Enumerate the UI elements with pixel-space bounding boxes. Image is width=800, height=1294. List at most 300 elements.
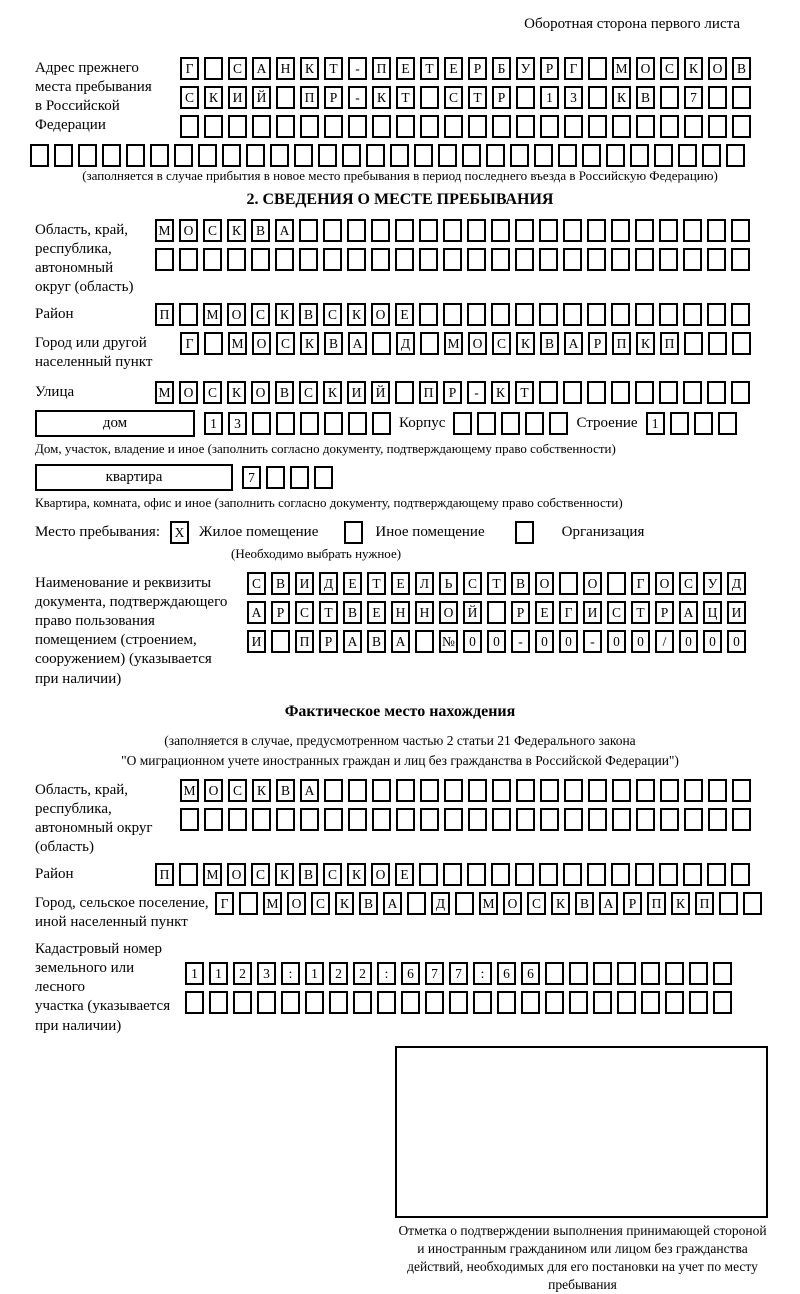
char-cell[interactable]: К — [551, 892, 570, 915]
char-cell[interactable]: П — [155, 303, 174, 326]
char-cell[interactable]: В — [276, 779, 295, 802]
char-cell[interactable]: 7 — [684, 86, 703, 109]
char-cell[interactable]: Т — [631, 601, 650, 624]
char-cell[interactable]: 0 — [535, 630, 554, 653]
char-cell[interactable] — [443, 219, 462, 242]
char-cell[interactable] — [487, 601, 506, 624]
char-cell[interactable]: В — [367, 630, 386, 653]
char-cell[interactable] — [713, 962, 732, 985]
char-cell[interactable] — [449, 991, 468, 1014]
char-cell[interactable]: Р — [443, 381, 462, 404]
char-cell[interactable] — [455, 892, 474, 915]
char-cell[interactable] — [443, 303, 462, 326]
char-cell[interactable]: 6 — [521, 962, 540, 985]
char-cell[interactable] — [707, 303, 726, 326]
char-cell[interactable]: О — [535, 572, 554, 595]
char-cell[interactable]: А — [348, 332, 367, 355]
char-cell[interactable] — [559, 572, 578, 595]
char-cell[interactable] — [348, 412, 367, 435]
char-cell[interactable] — [617, 991, 636, 1014]
char-cell[interactable]: - — [467, 381, 486, 404]
char-cell[interactable] — [30, 144, 49, 167]
char-cell[interactable]: С — [251, 863, 270, 886]
char-cell[interactable] — [732, 808, 751, 831]
char-cell[interactable]: Д — [431, 892, 450, 915]
char-cell[interactable] — [707, 381, 726, 404]
char-cell[interactable]: В — [511, 572, 530, 595]
char-cell[interactable] — [684, 808, 703, 831]
char-cell[interactable]: С — [311, 892, 330, 915]
char-cell[interactable]: О — [503, 892, 522, 915]
char-cell[interactable] — [395, 219, 414, 242]
char-cell[interactable] — [660, 86, 679, 109]
char-cell[interactable]: Г — [631, 572, 650, 595]
char-cell[interactable] — [353, 991, 372, 1014]
char-cell[interactable]: О — [287, 892, 306, 915]
checkbox-organization[interactable] — [515, 521, 534, 544]
char-cell[interactable]: 0 — [727, 630, 746, 653]
char-cell[interactable]: С — [607, 601, 626, 624]
char-cell[interactable] — [251, 248, 270, 271]
char-cell[interactable] — [636, 779, 655, 802]
char-cell[interactable]: / — [655, 630, 674, 653]
char-cell[interactable]: В — [324, 332, 343, 355]
char-cell[interactable]: Г — [564, 57, 583, 80]
char-cell[interactable]: 2 — [353, 962, 372, 985]
char-cell[interactable] — [477, 412, 496, 435]
char-cell[interactable] — [420, 86, 439, 109]
char-cell[interactable] — [491, 863, 510, 886]
char-cell[interactable] — [611, 381, 630, 404]
char-cell[interactable] — [473, 991, 492, 1014]
char-cell[interactable] — [521, 991, 540, 1014]
char-cell[interactable] — [270, 144, 289, 167]
char-cell[interactable] — [102, 144, 121, 167]
char-cell[interactable] — [660, 779, 679, 802]
char-cell[interactable]: Г — [559, 601, 578, 624]
char-cell[interactable] — [366, 144, 385, 167]
char-cell[interactable] — [492, 779, 511, 802]
char-cell[interactable] — [515, 863, 534, 886]
char-cell[interactable] — [209, 991, 228, 1014]
char-cell[interactable]: Р — [271, 601, 290, 624]
char-cell[interactable]: Й — [252, 86, 271, 109]
char-cell[interactable] — [708, 779, 727, 802]
char-cell[interactable] — [659, 219, 678, 242]
char-cell[interactable] — [539, 381, 558, 404]
char-cell[interactable] — [611, 248, 630, 271]
char-cell[interactable]: С — [323, 303, 342, 326]
char-cell[interactable] — [545, 962, 564, 985]
char-cell[interactable] — [726, 144, 745, 167]
char-cell[interactable]: М — [479, 892, 498, 915]
char-cell[interactable] — [467, 248, 486, 271]
char-cell[interactable] — [689, 962, 708, 985]
char-cell[interactable]: 1 — [185, 962, 204, 985]
char-cell[interactable]: С — [247, 572, 266, 595]
char-cell[interactable] — [276, 86, 295, 109]
char-cell[interactable] — [587, 381, 606, 404]
char-cell[interactable] — [324, 115, 343, 138]
char-cell[interactable] — [299, 248, 318, 271]
char-cell[interactable] — [372, 332, 391, 355]
char-cell[interactable] — [318, 144, 337, 167]
char-cell[interactable] — [670, 412, 689, 435]
char-cell[interactable]: Г — [180, 57, 199, 80]
char-cell[interactable]: Н — [276, 57, 295, 80]
char-cell[interactable]: А — [275, 219, 294, 242]
char-cell[interactable] — [718, 412, 737, 435]
char-cell[interactable] — [719, 892, 738, 915]
char-cell[interactable]: М — [155, 219, 174, 242]
char-cell[interactable] — [54, 144, 73, 167]
char-cell[interactable]: Е — [343, 572, 362, 595]
char-cell[interactable] — [425, 991, 444, 1014]
char-cell[interactable] — [420, 115, 439, 138]
char-cell[interactable] — [419, 863, 438, 886]
char-cell[interactable]: О — [227, 863, 246, 886]
char-cell[interactable] — [641, 962, 660, 985]
char-cell[interactable]: О — [655, 572, 674, 595]
char-cell[interactable]: М — [180, 779, 199, 802]
char-cell[interactable] — [491, 303, 510, 326]
char-cell[interactable]: К — [323, 381, 342, 404]
char-cell[interactable] — [420, 332, 439, 355]
char-cell[interactable]: 1 — [646, 412, 665, 435]
char-cell[interactable] — [486, 144, 505, 167]
char-cell[interactable]: К — [204, 86, 223, 109]
char-cell[interactable]: - — [583, 630, 602, 653]
char-cell[interactable] — [683, 381, 702, 404]
char-cell[interactable]: 0 — [559, 630, 578, 653]
char-cell[interactable]: Р — [540, 57, 559, 80]
char-cell[interactable] — [204, 57, 223, 80]
char-cell[interactable]: С — [203, 219, 222, 242]
char-cell[interactable]: 1 — [204, 412, 223, 435]
char-cell[interactable] — [731, 219, 750, 242]
char-cell[interactable]: В — [343, 601, 362, 624]
char-cell[interactable]: К — [671, 892, 690, 915]
char-cell[interactable]: Е — [444, 57, 463, 80]
char-cell[interactable]: В — [251, 219, 270, 242]
char-cell[interactable] — [348, 115, 367, 138]
char-cell[interactable]: К — [636, 332, 655, 355]
char-cell[interactable]: С — [660, 57, 679, 80]
char-cell[interactable] — [654, 144, 673, 167]
char-cell[interactable] — [420, 808, 439, 831]
char-cell[interactable] — [227, 248, 246, 271]
char-cell[interactable] — [395, 381, 414, 404]
char-cell[interactable] — [635, 248, 654, 271]
char-cell[interactable]: Т — [324, 57, 343, 80]
char-cell[interactable]: 3 — [257, 962, 276, 985]
char-cell[interactable]: 3 — [564, 86, 583, 109]
char-cell[interactable]: М — [203, 863, 222, 886]
char-cell[interactable] — [347, 248, 366, 271]
char-cell[interactable] — [348, 808, 367, 831]
char-cell[interactable]: 1 — [305, 962, 324, 985]
char-cell[interactable] — [635, 863, 654, 886]
char-cell[interactable] — [588, 86, 607, 109]
char-cell[interactable] — [419, 248, 438, 271]
char-cell[interactable]: И — [228, 86, 247, 109]
char-cell[interactable]: О — [252, 332, 271, 355]
char-cell[interactable]: И — [247, 630, 266, 653]
char-cell[interactable] — [607, 572, 626, 595]
char-cell[interactable]: К — [300, 332, 319, 355]
char-cell[interactable]: 0 — [703, 630, 722, 653]
char-cell[interactable] — [588, 57, 607, 80]
char-cell[interactable]: П — [612, 332, 631, 355]
char-cell[interactable]: 0 — [463, 630, 482, 653]
char-cell[interactable] — [78, 144, 97, 167]
char-cell[interactable]: С — [299, 381, 318, 404]
char-cell[interactable]: - — [511, 630, 530, 653]
char-cell[interactable] — [516, 86, 535, 109]
char-cell[interactable] — [641, 991, 660, 1014]
char-cell[interactable] — [588, 115, 607, 138]
char-cell[interactable]: С — [679, 572, 698, 595]
char-cell[interactable] — [228, 808, 247, 831]
char-cell[interactable] — [606, 144, 625, 167]
char-cell[interactable] — [203, 248, 222, 271]
char-cell[interactable]: Н — [415, 601, 434, 624]
char-cell[interactable] — [708, 86, 727, 109]
char-cell[interactable] — [516, 115, 535, 138]
char-cell[interactable] — [407, 892, 426, 915]
char-cell[interactable]: М — [444, 332, 463, 355]
char-cell[interactable] — [731, 863, 750, 886]
char-cell[interactable]: Р — [588, 332, 607, 355]
char-cell[interactable]: П — [647, 892, 666, 915]
char-cell[interactable]: Р — [623, 892, 642, 915]
char-cell[interactable]: О — [371, 863, 390, 886]
char-cell[interactable]: О — [227, 303, 246, 326]
char-cell[interactable] — [684, 332, 703, 355]
char-cell[interactable]: Р — [511, 601, 530, 624]
char-cell[interactable]: И — [347, 381, 366, 404]
char-cell[interactable] — [636, 808, 655, 831]
char-cell[interactable] — [587, 248, 606, 271]
char-cell[interactable] — [612, 808, 631, 831]
char-cell[interactable] — [300, 808, 319, 831]
char-cell[interactable]: Р — [324, 86, 343, 109]
char-cell[interactable]: П — [155, 863, 174, 886]
char-cell[interactable] — [582, 144, 601, 167]
char-cell[interactable]: К — [227, 219, 246, 242]
checkbox-residential[interactable]: X — [170, 521, 189, 544]
char-cell[interactable] — [587, 219, 606, 242]
char-cell[interactable] — [630, 144, 649, 167]
char-cell[interactable] — [126, 144, 145, 167]
char-cell[interactable] — [228, 115, 247, 138]
char-cell[interactable] — [239, 892, 258, 915]
char-cell[interactable] — [300, 412, 319, 435]
char-cell[interactable]: № — [439, 630, 458, 653]
char-cell[interactable] — [635, 303, 654, 326]
char-cell[interactable] — [515, 248, 534, 271]
char-cell[interactable] — [198, 144, 217, 167]
char-cell[interactable] — [539, 303, 558, 326]
char-cell[interactable] — [593, 991, 612, 1014]
char-cell[interactable] — [222, 144, 241, 167]
char-cell[interactable]: Н — [391, 601, 410, 624]
char-cell[interactable] — [271, 630, 290, 653]
char-cell[interactable] — [635, 219, 654, 242]
char-cell[interactable]: К — [372, 86, 391, 109]
char-cell[interactable] — [257, 991, 276, 1014]
char-cell[interactable] — [588, 808, 607, 831]
char-cell[interactable] — [540, 115, 559, 138]
char-cell[interactable]: О — [179, 219, 198, 242]
char-cell[interactable]: А — [564, 332, 583, 355]
char-cell[interactable]: 7 — [425, 962, 444, 985]
char-cell[interactable] — [246, 144, 265, 167]
char-cell[interactable] — [611, 863, 630, 886]
char-cell[interactable] — [539, 248, 558, 271]
char-cell[interactable] — [372, 808, 391, 831]
char-cell[interactable] — [179, 863, 198, 886]
char-cell[interactable]: Е — [395, 863, 414, 886]
char-cell[interactable] — [155, 248, 174, 271]
char-cell[interactable] — [348, 779, 367, 802]
char-cell[interactable]: С — [228, 779, 247, 802]
char-cell[interactable] — [660, 115, 679, 138]
char-cell[interactable] — [252, 115, 271, 138]
char-cell[interactable]: 1 — [540, 86, 559, 109]
char-cell[interactable] — [564, 115, 583, 138]
char-cell[interactable] — [438, 144, 457, 167]
char-cell[interactable]: Е — [391, 572, 410, 595]
char-cell[interactable]: Ц — [703, 601, 722, 624]
char-cell[interactable]: 6 — [401, 962, 420, 985]
char-cell[interactable] — [587, 863, 606, 886]
char-cell[interactable]: С — [323, 863, 342, 886]
char-cell[interactable] — [492, 808, 511, 831]
char-cell[interactable]: Е — [535, 601, 554, 624]
char-cell[interactable] — [468, 808, 487, 831]
char-cell[interactable]: К — [252, 779, 271, 802]
char-cell[interactable]: У — [516, 57, 535, 80]
char-cell[interactable] — [491, 219, 510, 242]
char-cell[interactable] — [510, 144, 529, 167]
char-cell[interactable] — [329, 991, 348, 1014]
char-cell[interactable]: С — [180, 86, 199, 109]
char-cell[interactable] — [323, 248, 342, 271]
char-cell[interactable] — [587, 303, 606, 326]
char-cell[interactable] — [569, 991, 588, 1014]
char-cell[interactable]: О — [708, 57, 727, 80]
char-cell[interactable]: : — [473, 962, 492, 985]
char-cell[interactable] — [276, 412, 295, 435]
char-cell[interactable] — [419, 303, 438, 326]
char-cell[interactable] — [684, 115, 703, 138]
char-cell[interactable] — [467, 219, 486, 242]
char-cell[interactable]: А — [252, 57, 271, 80]
char-cell[interactable]: С — [251, 303, 270, 326]
char-cell[interactable] — [180, 808, 199, 831]
char-cell[interactable] — [401, 991, 420, 1014]
char-cell[interactable]: А — [383, 892, 402, 915]
char-cell[interactable] — [324, 779, 343, 802]
char-cell[interactable] — [683, 863, 702, 886]
char-cell[interactable]: К — [612, 86, 631, 109]
char-cell[interactable] — [347, 219, 366, 242]
char-cell[interactable] — [683, 303, 702, 326]
char-cell[interactable]: Г — [215, 892, 234, 915]
char-cell[interactable]: В — [359, 892, 378, 915]
char-cell[interactable] — [252, 412, 271, 435]
char-cell[interactable] — [564, 779, 583, 802]
char-cell[interactable]: Т — [487, 572, 506, 595]
char-cell[interactable]: С — [203, 381, 222, 404]
char-cell[interactable] — [563, 863, 582, 886]
char-cell[interactable]: С — [527, 892, 546, 915]
char-cell[interactable] — [377, 991, 396, 1014]
char-cell[interactable]: В — [299, 303, 318, 326]
char-cell[interactable] — [323, 219, 342, 242]
char-cell[interactable] — [539, 863, 558, 886]
char-cell[interactable]: К — [300, 57, 319, 80]
char-cell[interactable]: А — [247, 601, 266, 624]
char-cell[interactable] — [371, 248, 390, 271]
char-cell[interactable] — [743, 892, 762, 915]
char-cell[interactable] — [204, 808, 223, 831]
char-cell[interactable] — [501, 412, 520, 435]
char-cell[interactable]: 7 — [449, 962, 468, 985]
char-cell[interactable]: Т — [319, 601, 338, 624]
char-cell[interactable] — [694, 412, 713, 435]
char-cell[interactable]: М — [612, 57, 631, 80]
char-cell[interactable]: В — [299, 863, 318, 886]
char-cell[interactable] — [540, 808, 559, 831]
char-cell[interactable] — [414, 144, 433, 167]
char-cell[interactable] — [636, 115, 655, 138]
char-cell[interactable]: П — [295, 630, 314, 653]
char-cell[interactable] — [707, 248, 726, 271]
char-cell[interactable]: Д — [727, 572, 746, 595]
char-cell[interactable] — [174, 144, 193, 167]
char-cell[interactable] — [396, 808, 415, 831]
char-cell[interactable] — [444, 779, 463, 802]
char-cell[interactable]: А — [679, 601, 698, 624]
char-cell[interactable]: О — [636, 57, 655, 80]
char-cell[interactable]: Р — [655, 601, 674, 624]
char-cell[interactable] — [593, 962, 612, 985]
char-cell[interactable] — [290, 466, 309, 489]
char-cell[interactable] — [443, 863, 462, 886]
char-cell[interactable] — [180, 115, 199, 138]
char-cell[interactable] — [390, 144, 409, 167]
char-cell[interactable] — [444, 115, 463, 138]
char-cell[interactable] — [515, 219, 534, 242]
char-cell[interactable]: В — [540, 332, 559, 355]
char-cell[interactable] — [275, 248, 294, 271]
char-cell[interactable] — [453, 412, 472, 435]
char-cell[interactable]: П — [372, 57, 391, 80]
char-cell[interactable] — [708, 332, 727, 355]
char-cell[interactable] — [252, 808, 271, 831]
char-cell[interactable]: Е — [395, 303, 414, 326]
char-cell[interactable]: И — [727, 601, 746, 624]
char-cell[interactable] — [563, 303, 582, 326]
char-cell[interactable] — [299, 219, 318, 242]
char-cell[interactable] — [549, 412, 568, 435]
char-cell[interactable]: Р — [468, 57, 487, 80]
char-cell[interactable]: С — [444, 86, 463, 109]
char-cell[interactable]: Р — [319, 630, 338, 653]
char-cell[interactable] — [713, 991, 732, 1014]
